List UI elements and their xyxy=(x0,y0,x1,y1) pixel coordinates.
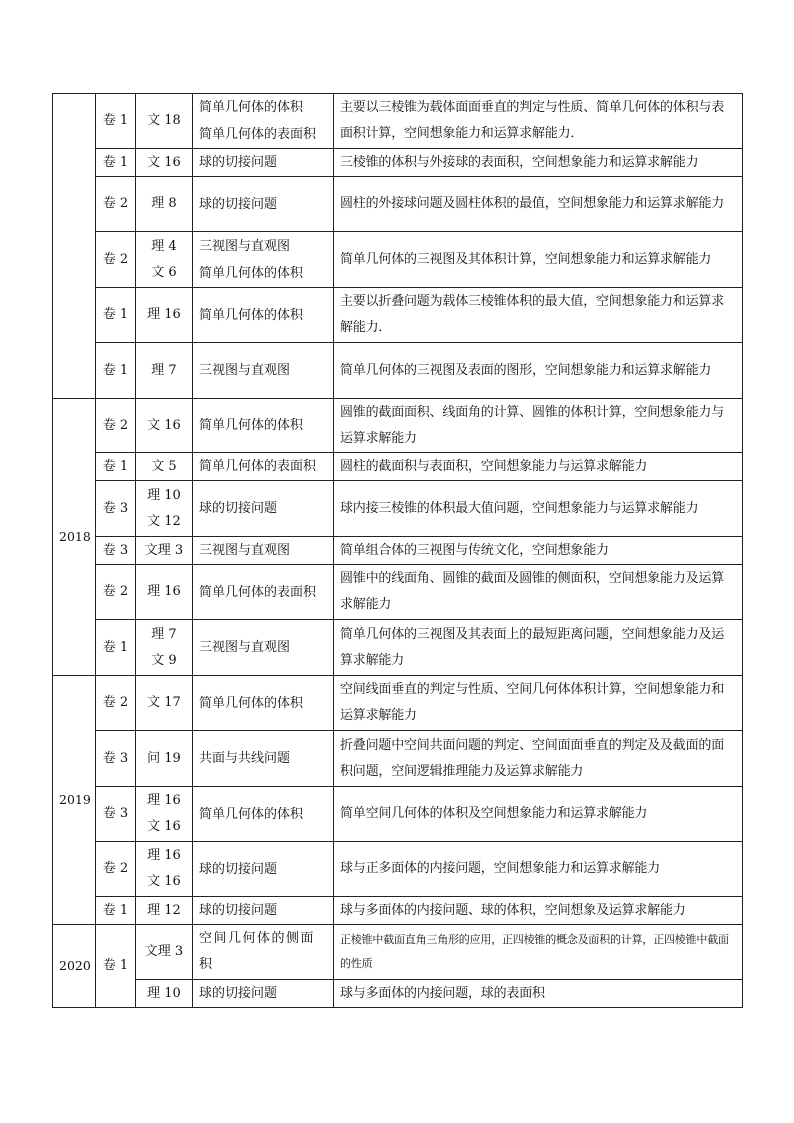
year-cell: 2020 xyxy=(53,925,96,1008)
table-row xyxy=(53,620,743,676)
topic-cell xyxy=(193,177,334,232)
topic-cell xyxy=(193,94,334,149)
paper-cell: 卷 1 xyxy=(96,343,136,399)
question-number: 理 12 xyxy=(147,902,181,918)
topic-cell: 空间几何体的侧面积 xyxy=(193,925,334,980)
question-number: 理 8 xyxy=(151,196,177,211)
topic-line: 简单几何体的表面积 xyxy=(199,127,317,142)
description-cell: 简单几何体的三视图及其表面上的最短距离问题，空间想象能力及运算求解能力 xyxy=(334,620,743,676)
topic-cell xyxy=(193,731,334,787)
topic-line: 简单几何体的体积 xyxy=(199,695,304,711)
topic-line: 三视图与直观图 xyxy=(199,363,291,378)
paper-cell: 卷 3 xyxy=(96,537,136,565)
question-number-cell xyxy=(136,676,193,731)
topic-line: 三视图与直观图 xyxy=(199,543,291,558)
table-row xyxy=(53,731,743,787)
paper-cell: 卷 1 xyxy=(96,288,136,343)
topic-line: 共面与共线问题 xyxy=(199,751,291,766)
description-cell: 折叠问题中空间共面问题的判定、空间面面垂直的判定及及截面的面积问题，空间逻辑推理能力及运算求解能力 xyxy=(334,731,743,787)
question-number: 理 10 xyxy=(147,985,181,1001)
question-number: 理 10 xyxy=(147,487,181,503)
topic-line: 球的切接问题 xyxy=(199,155,278,170)
topic-line: 球的切接问题 xyxy=(199,196,278,212)
paper-cell: 卷 2 xyxy=(96,676,136,731)
topic-line: 简单几何体的表面积 xyxy=(199,584,317,600)
question-number-cell xyxy=(136,399,193,453)
table-row xyxy=(53,980,743,1008)
question-number-cell xyxy=(136,343,193,399)
topic-line: 球的切接问题 xyxy=(199,861,278,877)
question-number: 理 7 xyxy=(151,362,177,378)
topic-line: 简单几何体的体积 xyxy=(199,418,304,433)
question-number: 文 5 xyxy=(151,458,177,474)
question-number: 文 9 xyxy=(151,652,177,668)
question-number: 文 16 xyxy=(147,417,181,433)
description-cell: 正棱锥中截面直角三角形的应用，正四棱锥的概念及面积的计算，正四棱锥中截面的性质 xyxy=(334,925,743,980)
paper-cell: 卷 2 xyxy=(96,842,136,897)
topic-cell xyxy=(193,565,334,620)
description-cell: 圆锥的截面面积、线面角的计算、圆锥的体积计算，空间想象能力与运算求解能力 xyxy=(334,399,743,453)
topic-line: 简单几何体的表面积 xyxy=(199,459,317,474)
question-number: 文 18 xyxy=(147,113,181,128)
description-cell: 圆柱的外接球问题及圆柱体积的最值，空间想象能力和运算求解能力 xyxy=(334,177,743,232)
table-row xyxy=(53,842,743,897)
table-row xyxy=(53,565,743,620)
question-number-cell xyxy=(136,787,193,842)
table-row xyxy=(53,399,743,453)
question-number-cell xyxy=(136,537,193,565)
question-number-cell xyxy=(136,232,193,288)
question-number: 文 16 xyxy=(147,154,181,170)
question-number: 理 4 xyxy=(151,238,177,254)
question-number-cell xyxy=(136,565,193,620)
question-number: 文 16 xyxy=(147,819,181,834)
table-row xyxy=(53,343,743,399)
topic-cell xyxy=(193,842,334,897)
question-number: 理 16 xyxy=(147,307,181,322)
question-number-cell xyxy=(136,288,193,343)
topic-cell xyxy=(193,288,334,343)
question-number-cell xyxy=(136,94,193,149)
paper-cell: 卷 1 xyxy=(96,897,136,925)
question-number: 文 17 xyxy=(147,695,181,710)
topic-cell xyxy=(193,787,334,842)
topic-cell xyxy=(193,980,334,1008)
question-number-cell xyxy=(136,149,193,177)
question-number: 理 16 xyxy=(147,848,181,863)
topic-cell xyxy=(193,481,334,537)
description-cell: 三棱锥的体积与外接球的表面积，空间想象能力和运算求解能力 xyxy=(334,149,743,177)
description-cell: 简单空间几何体的体积及空间想象能力和运算求解能力 xyxy=(334,787,743,842)
description-cell: 球与多面体的内接问题，球的表面积 xyxy=(334,980,743,1008)
description-cell: 主要以三棱锥为载体面面垂直的判定与性质、简单几何体的体积与表面积计算，空间想象能力和运算求解能力． xyxy=(334,94,743,149)
topic-cell xyxy=(193,399,334,453)
question-number: 文理 3 xyxy=(144,944,184,959)
description-cell: 球内接三棱锥的体积最大值问题，空间想象能力与运算求解能力 xyxy=(334,481,743,537)
paper-cell: 卷 1 xyxy=(96,925,136,1008)
table-row xyxy=(53,481,743,537)
description-cell: 简单组合体的三视图与传统文化，空间想象能力 xyxy=(334,537,743,565)
paper-cell: 卷 1 xyxy=(96,453,136,481)
topic-cell xyxy=(193,232,334,288)
question-number: 文理 3 xyxy=(144,542,184,558)
topic-cell xyxy=(193,453,334,481)
year-cell: 2019 xyxy=(53,676,96,925)
topic-cell xyxy=(193,897,334,925)
topic-cell xyxy=(193,537,334,565)
table-row xyxy=(53,288,743,343)
description-cell: 球与多面体的内接问题、球的体积，空间想象及运算求解能力 xyxy=(334,897,743,925)
description-cell: 简单几何体的三视图及表面的图形，空间想象能力和运算求解能力 xyxy=(334,343,743,399)
table-row xyxy=(53,537,743,565)
question-number: 文 6 xyxy=(151,264,177,280)
description-cell: 球与正多面体的内接问题，空间想象能力和运算求解能力 xyxy=(334,842,743,897)
paper-cell: 卷 3 xyxy=(96,787,136,842)
paper-cell: 卷 1 xyxy=(96,620,136,676)
question-number-cell xyxy=(136,731,193,787)
question-number: 理 16 xyxy=(147,584,181,599)
paper-cell: 卷 1 xyxy=(96,94,136,149)
topic-line: 三视图与直观图 xyxy=(199,640,291,655)
description-cell: 空间线面垂直的判定与性质、空间几何体体积计算，空间想象能力和运算求解能力 xyxy=(334,676,743,731)
paper-cell: 卷 2 xyxy=(96,232,136,288)
topic-line: 球的切接问题 xyxy=(199,986,278,1001)
table-row xyxy=(53,232,743,288)
question-number: 理 7 xyxy=(151,626,177,642)
paper-cell: 卷 3 xyxy=(96,481,136,537)
paper-cell: 卷 2 xyxy=(96,565,136,620)
question-number-cell xyxy=(136,842,193,897)
paper-cell: 卷 3 xyxy=(96,731,136,787)
table-row xyxy=(53,897,743,925)
question-number: 问 19 xyxy=(147,750,181,766)
question-number: 文 12 xyxy=(147,513,181,529)
topic-line: 简单几何体的体积 xyxy=(199,100,304,115)
table-row xyxy=(53,676,743,731)
table-row xyxy=(53,925,743,980)
table-row xyxy=(53,453,743,481)
description-cell: 主要以折叠问题为载体三棱锥体积的最大值，空间想象能力和运算求解能力． xyxy=(334,288,743,343)
description-cell: 圆锥中的线面角、圆锥的截面及圆锥的侧面积，空间想象能力及运算求解能力 xyxy=(334,565,743,620)
description-cell: 圆柱的截面积与表面积，空间想象能力与运算求解能力 xyxy=(334,453,743,481)
question-number-cell xyxy=(136,453,193,481)
table-row xyxy=(53,149,743,177)
description-cell: 简单几何体的三视图及其体积计算，空间想象能力和运算求解能力 xyxy=(334,232,743,288)
table-row xyxy=(53,787,743,842)
year-cell xyxy=(53,94,96,399)
paper-cell: 卷 2 xyxy=(96,399,136,453)
exam-analysis-table xyxy=(52,93,743,1008)
topic-line: 简单几何体的体积 xyxy=(199,265,304,281)
question-number-cell xyxy=(136,481,193,537)
topic-line: 简单几何体的体积 xyxy=(199,307,304,323)
paper-cell: 卷 1 xyxy=(96,149,136,177)
topic-line: 三视图与直观图 xyxy=(199,238,291,254)
question-number-cell xyxy=(136,177,193,232)
question-number-cell xyxy=(136,980,193,1008)
question-number: 文 16 xyxy=(147,874,181,889)
table-row xyxy=(53,177,743,232)
topic-cell xyxy=(193,343,334,399)
question-number-cell xyxy=(136,925,193,980)
topic-cell xyxy=(193,149,334,177)
question-number-cell xyxy=(136,897,193,925)
topic-cell xyxy=(193,676,334,731)
topic-line: 球的切接问题 xyxy=(199,903,278,918)
table-row xyxy=(53,94,743,149)
question-number: 理 16 xyxy=(147,793,181,808)
topic-line: 简单几何体的体积 xyxy=(199,806,304,822)
question-number-cell xyxy=(136,620,193,676)
topic-line: 球的切接问题 xyxy=(199,501,278,516)
topic-cell xyxy=(193,620,334,676)
year-cell: 2018 xyxy=(53,399,96,676)
paper-cell: 卷 2 xyxy=(96,177,136,232)
